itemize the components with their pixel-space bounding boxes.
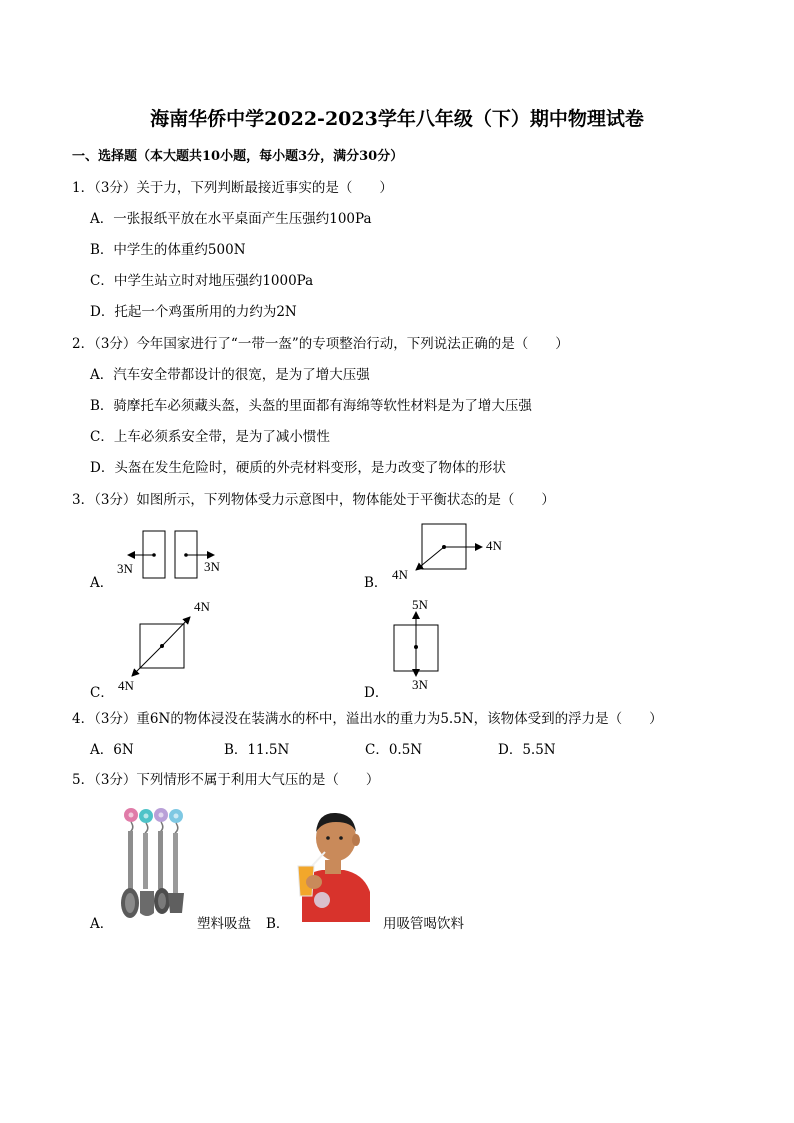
question-2-option-d: D．头盔在发生危险时，硬质的外壳材料变形，是力改变了物体的形状 [90,460,506,476]
question-2-stem: 2．（3分）今年国家进行了“一带一盔”的专项整治行动，下列说法正确的是（ ） [72,336,569,352]
question-3-label-b: B． [364,575,388,591]
question-3-label-d: D． [364,685,389,701]
question-3-label-a: A． [90,575,114,591]
force-arrow-down-left [416,547,444,570]
question-5-caption-b: 用吸管喝饮料 [383,916,464,932]
question-1-option-a: A．一张报纸平放在水平桌面产生压强约100Pa [90,211,372,227]
force-label-bottom: 4N [118,678,134,693]
question-2-option-b: B．骑摩托车必须藏头盔，头盔的里面都有海绵等软性材料是为了增大压强 [90,398,532,414]
suction-hooks-utensils-image [116,803,196,921]
question-1-option-b: B．中学生的体重约500N [90,242,246,258]
force-diagram-d [385,596,465,696]
question-2-option-c: C．上车必须系安全带，是为了减小惯性 [90,429,330,445]
force-label-right: 3N [204,559,220,574]
boy-drinking-straw-image [292,808,374,922]
force-arrow-down-left [132,646,162,676]
question-1-stem: 1．（3分）关于力，下列判断最接近事实的是（ ） [72,180,393,196]
page-title: 海南华侨中学2022-2023学年八年级（下）期中物理试卷 [150,108,644,130]
force-diagram-a [110,526,230,586]
force-label-top: 5N [412,597,428,612]
question-2-option-a: A．汽车安全带都设计的很宽，是为了增大压强 [90,367,370,383]
question-5-label-a: A． [90,916,114,932]
question-1-option-c: C．中学生站立时对地压强约1000Pa [90,273,314,289]
question-1-option-d: D．托起一个鸡蛋所用的力约为2N [90,304,297,320]
section-heading: 一、选择题（本大题共10小题，每小题3分，满分30分） [72,149,404,164]
force-diagram-c [110,596,220,696]
question-4-option-b: B．11.5N [224,742,290,758]
question-5-caption-a: 塑料吸盘 [197,916,251,932]
force-arrow-up-right [162,617,190,646]
question-5-stem: 5．（3分）下列情形不属于利用大气压的是（ ） [72,772,380,788]
force-label-top: 4N [194,599,210,614]
force-label-left: 3N [117,561,133,576]
force-label-bottom: 3N [412,677,428,692]
question-3-label-c: C． [90,685,114,701]
question-4-option-a: A．6N [90,742,134,758]
force-diagram-b [390,520,520,588]
force-label-bottom: 4N [392,567,408,582]
question-4-stem: 4．（3分）重6N的物体浸没在装满水的杯中，溢出水的重力为5.5N，该物体受到的浮力是（ ） [72,711,663,727]
question-4-option-d: D．5.5N [498,742,556,758]
force-label-top: 4N [486,538,502,553]
question-3-stem: 3．（3分）如图所示，下列物体受力示意图中，物体能处于平衡状态的是（ ） [72,492,555,508]
question-5-label-b: B． [266,916,290,932]
question-4-option-c: C．0.5N [365,742,423,758]
